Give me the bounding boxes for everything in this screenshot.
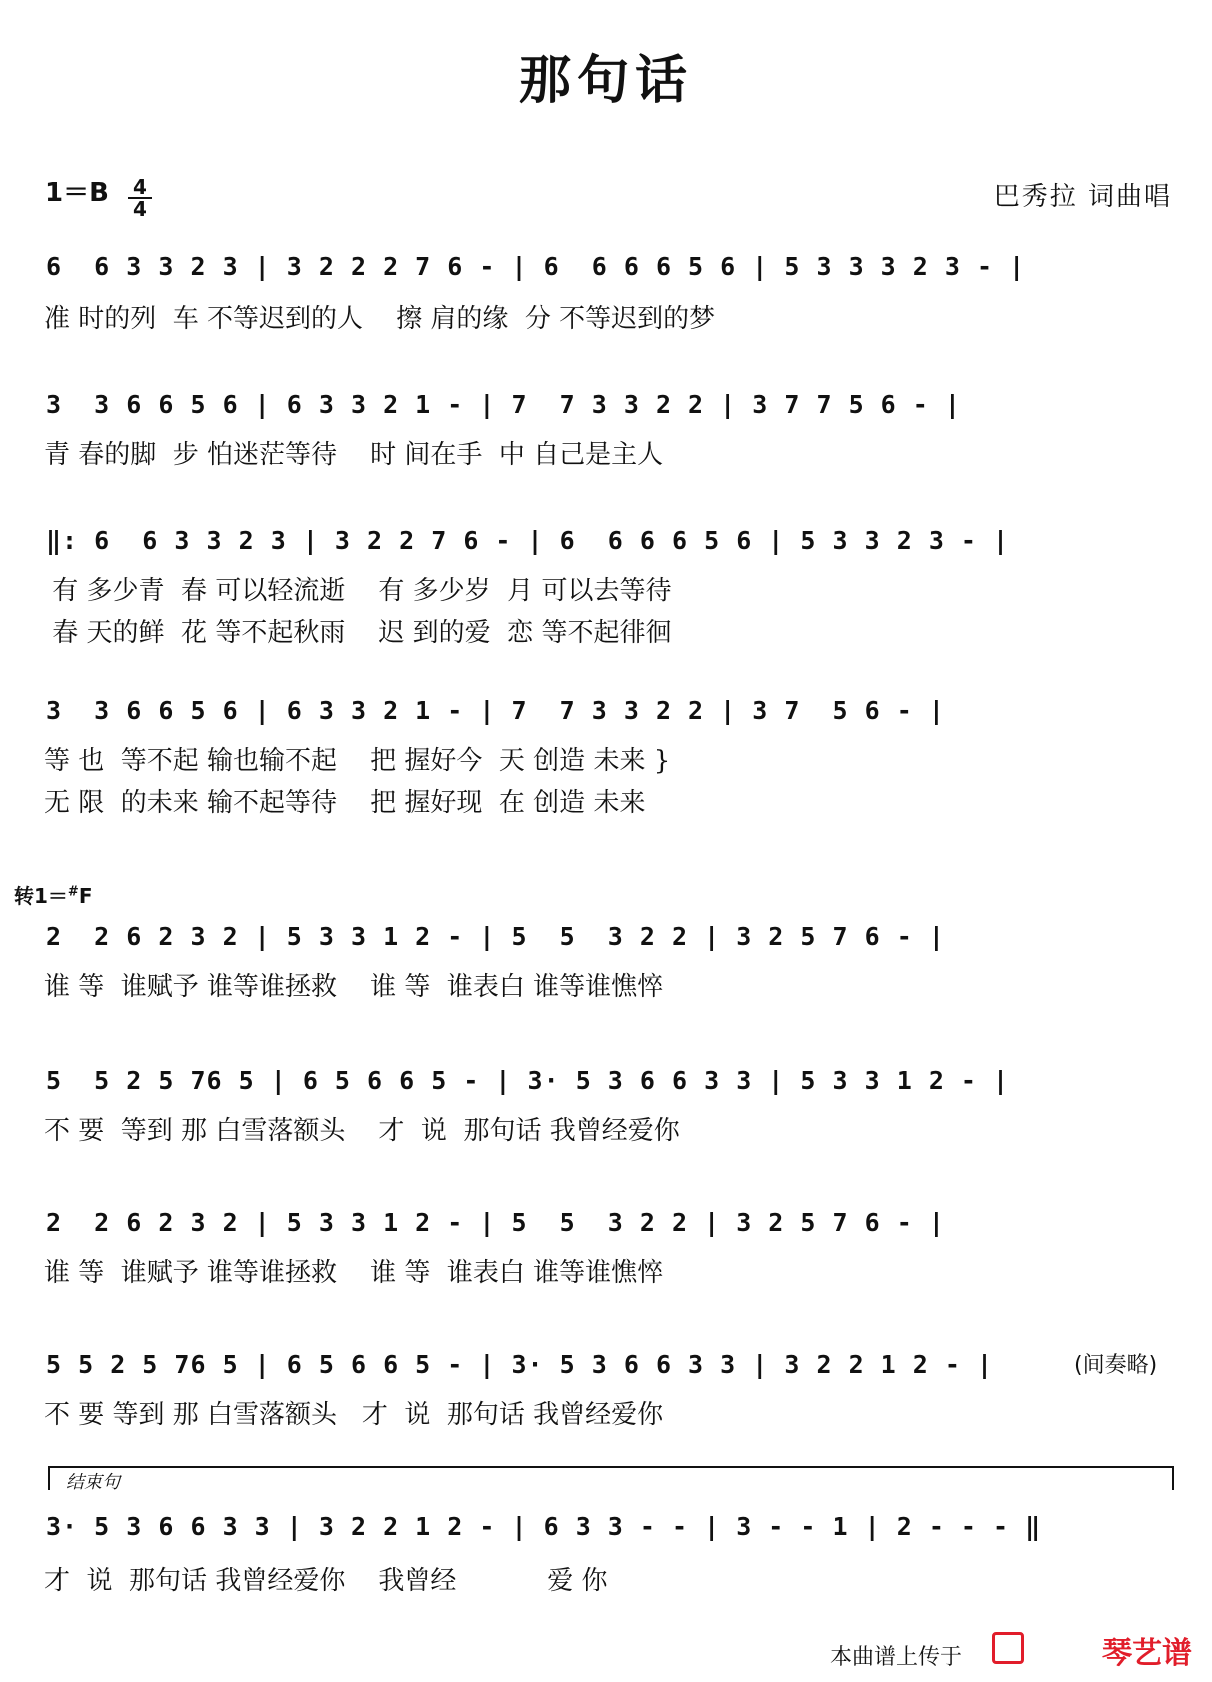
page-title: 那句话 xyxy=(518,50,693,111)
lyric-line-8: 不 要 等到 那 白雪落额头 才 说 那句话 我曾经爱你 xyxy=(44,1400,664,1430)
notes-line-6: 5 5 2 5 76 5 | 6 5 6 6 5 - | 3· 5 3 6 6 3 3 | 5 3 3 1 2 - | xyxy=(46,1066,1010,1095)
notes-line-5: 2 2 6 2 3 2 | 5 3 3 1 2 - | 5 5 3 2 2 | 3 2 5 7 6 - | xyxy=(46,922,945,951)
lyric-line-7: 谁 等 谁赋予 谁等谁拯救 谁 等 谁表白 谁等谁憔悴 xyxy=(44,1258,664,1288)
time-signature-top: 4 xyxy=(133,175,147,199)
ending-label: 结束句 xyxy=(66,1472,120,1493)
lyric-line-3a: 有 多少青 春 可以轻流逝 有 多少岁 月 可以去等待 xyxy=(44,576,672,606)
score-line-3 xyxy=(0,522,1212,692)
lyric-line-6: 不 要 等到 那 白雪落额头 才 说 那句话 我曾经爱你 xyxy=(44,1116,680,1146)
interlude-note: (间奏略) xyxy=(1074,1353,1158,1378)
lyric-line-ending: 才 说 那句话 我曾经爱你 我曾经 爱 你 xyxy=(44,1566,608,1596)
modulation-prefix: 转1＝ xyxy=(14,884,68,908)
brand-logo-icon xyxy=(992,1632,1024,1664)
modulation-mark xyxy=(14,880,93,909)
notes-line-1: 6 6 3 3 2 3 | 3 2 2 2 7 6 - | 6 6 6 6 5 6 | 5 3 3 3 2 3 - | xyxy=(46,252,1026,281)
notes-line-8: 5 5 2 5 76 5 | 6 5 6 6 5 - | 3· 5 3 6 6 3 3 | 3 2 2 1 2 - | xyxy=(46,1350,994,1379)
lyric-line-4a: 等 也 等不起 输也输不起 把 握好今 天 创造 未来 } xyxy=(44,746,671,776)
brand-name: 琴艺谱 xyxy=(1102,1636,1192,1671)
notes-line-3: ‖: 6 6 3 3 2 3 | 3 2 2 7 6 - | 6 6 6 6 5 6 | 5 3 3 2 3 - | xyxy=(46,526,1010,555)
notes-line-4: 3 3 6 6 5 6 | 6 3 3 2 1 - | 7 7 3 3 2 2 | 3 7 5 6 - | xyxy=(46,696,945,725)
lyric-line-1: 准 时的列 车 不等迟到的人 擦 肩的缘 分 不等迟到的梦 xyxy=(44,304,716,334)
time-signature xyxy=(128,175,152,221)
lyric-line-5: 谁 等 谁赋予 谁等谁拯救 谁 等 谁表白 谁等谁憔悴 xyxy=(44,972,664,1002)
score-line-ending xyxy=(0,1508,1212,1678)
ending-bracket xyxy=(48,1466,1174,1490)
lyric-line-3b: 春 天的鲜 花 等不起秋雨 迟 到的爱 恋 等不起徘徊 xyxy=(44,618,672,648)
footer-text: 本曲谱上传于 xyxy=(829,1645,962,1670)
composer-credit: 巴秀拉 词曲唱 xyxy=(993,182,1172,212)
notes-line-ending: 3· 5 3 6 6 3 3 | 3 2 2 1 2 - | 6 3 3 - - | 3 - - 1 | 2 - - - ‖ xyxy=(46,1512,1042,1541)
time-signature-bottom: 4 xyxy=(133,197,147,221)
sharp-sign: # xyxy=(67,884,79,900)
lyric-line-2: 青 春的脚 步 怕迷茫等待 时 间在手 中 自己是主人 xyxy=(44,440,664,470)
score-line-8 xyxy=(0,1346,1212,1516)
score-line-4 xyxy=(0,692,1212,862)
modulation-key: F xyxy=(78,884,93,908)
notes-line-2: 3 3 6 6 5 6 | 6 3 3 2 1 - | 7 7 3 3 2 2 | 3 7 7 5 6 - | xyxy=(46,390,961,419)
lyric-line-4b: 无 限 的未来 输不起等待 把 握好现 在 创造 未来 xyxy=(44,788,646,818)
notes-line-7: 2 2 6 2 3 2 | 5 3 3 1 2 - | 5 5 3 2 2 | 3 2 5 7 6 - | xyxy=(46,1208,945,1237)
key-signature: 1＝B xyxy=(45,178,109,208)
